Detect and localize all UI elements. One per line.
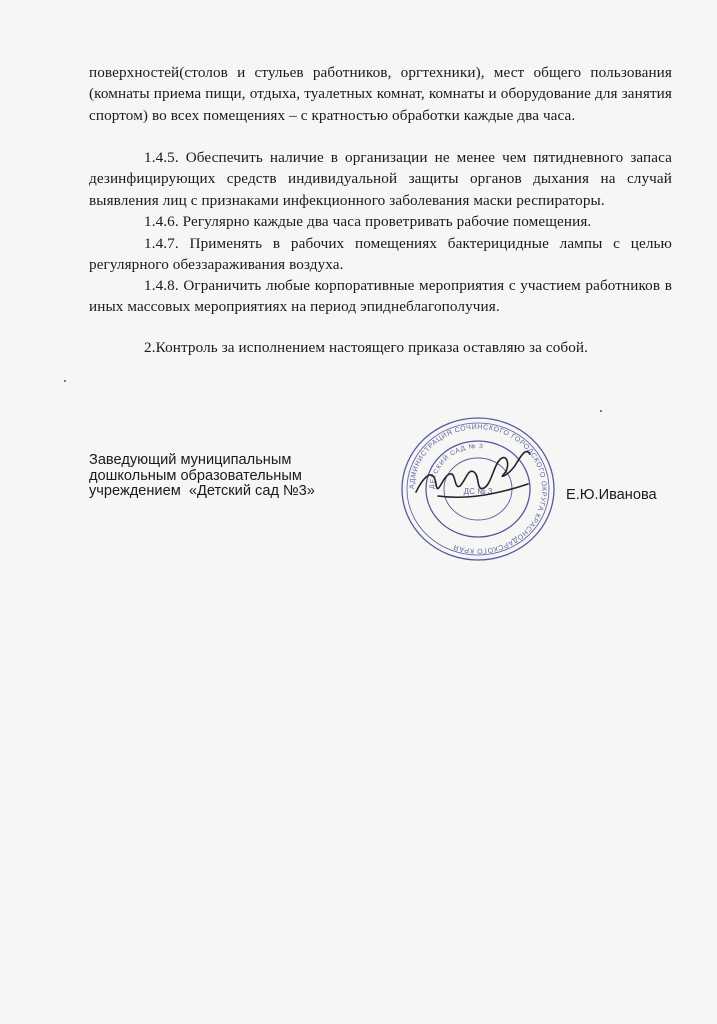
stamp-inner-text: ДЕТСКИЙ САД № 3: [428, 442, 484, 490]
stamp-outer-text: АДМИНИСТРАЦИЯ СОЧИНСКОГО ГОРОДСКОГО ОКРУГА КРАСНОДАРСКОГО КРАЯ: [408, 423, 548, 555]
paragraph-control: 2.Контроль за исполнением настоящего приказа оставляю за собой.: [144, 339, 589, 356]
signatory-name: Е.Ю.Иванова: [566, 487, 657, 503]
stamp-center-text: ДС № 3: [463, 487, 493, 496]
paragraph-1-4-7: 1.4.7. Применять в рабочих помещениях бактерицидные лампы с целью регулярного обеззараживания воздуха.: [89, 235, 672, 274]
position-line-2: дошкольным образовательным: [89, 467, 302, 484]
scan-speck: [600, 410, 602, 412]
signatory-position: [89, 453, 315, 500]
official-stamp: [398, 414, 558, 564]
paragraph-1-4-8: 1.4.8. Ограничить любые корпоративные мероприятия с участием работников в иных массовых мероприятиях на период эпиднеблагополучия.: [89, 277, 672, 316]
paragraph-1-4-5: 1.4.5. Обеспечить наличие в организации не менее чем пятидневного запаса дезинфицирующих средств индивидуальной защиты органов дыхания на случай выявления лиц с признаками инфекционного заболевания маски респираторы.: [89, 149, 672, 209]
scan-speck: [64, 380, 66, 382]
position-line-3: учреждением «Детский сад №3»: [89, 483, 315, 499]
svg-text:ДЕТСКИЙ САД № 3: [429, 443, 484, 489]
position-line-1: Заведующий муниципальным: [89, 452, 292, 468]
paragraph-1-4-6: 1.4.6. Регулярно каждые два часа проветривать рабочие помещения.: [144, 213, 592, 230]
paragraph-surfaces: поверхностей(столов и стульев работников, оргтехники), мест общего пользования (комнаты приема пищи, отдыха, туалетных комнат, комнаты и оборудование для занятия спортом) во всех помещениях – с кратностью обработки каждые два часа.: [89, 64, 672, 124]
